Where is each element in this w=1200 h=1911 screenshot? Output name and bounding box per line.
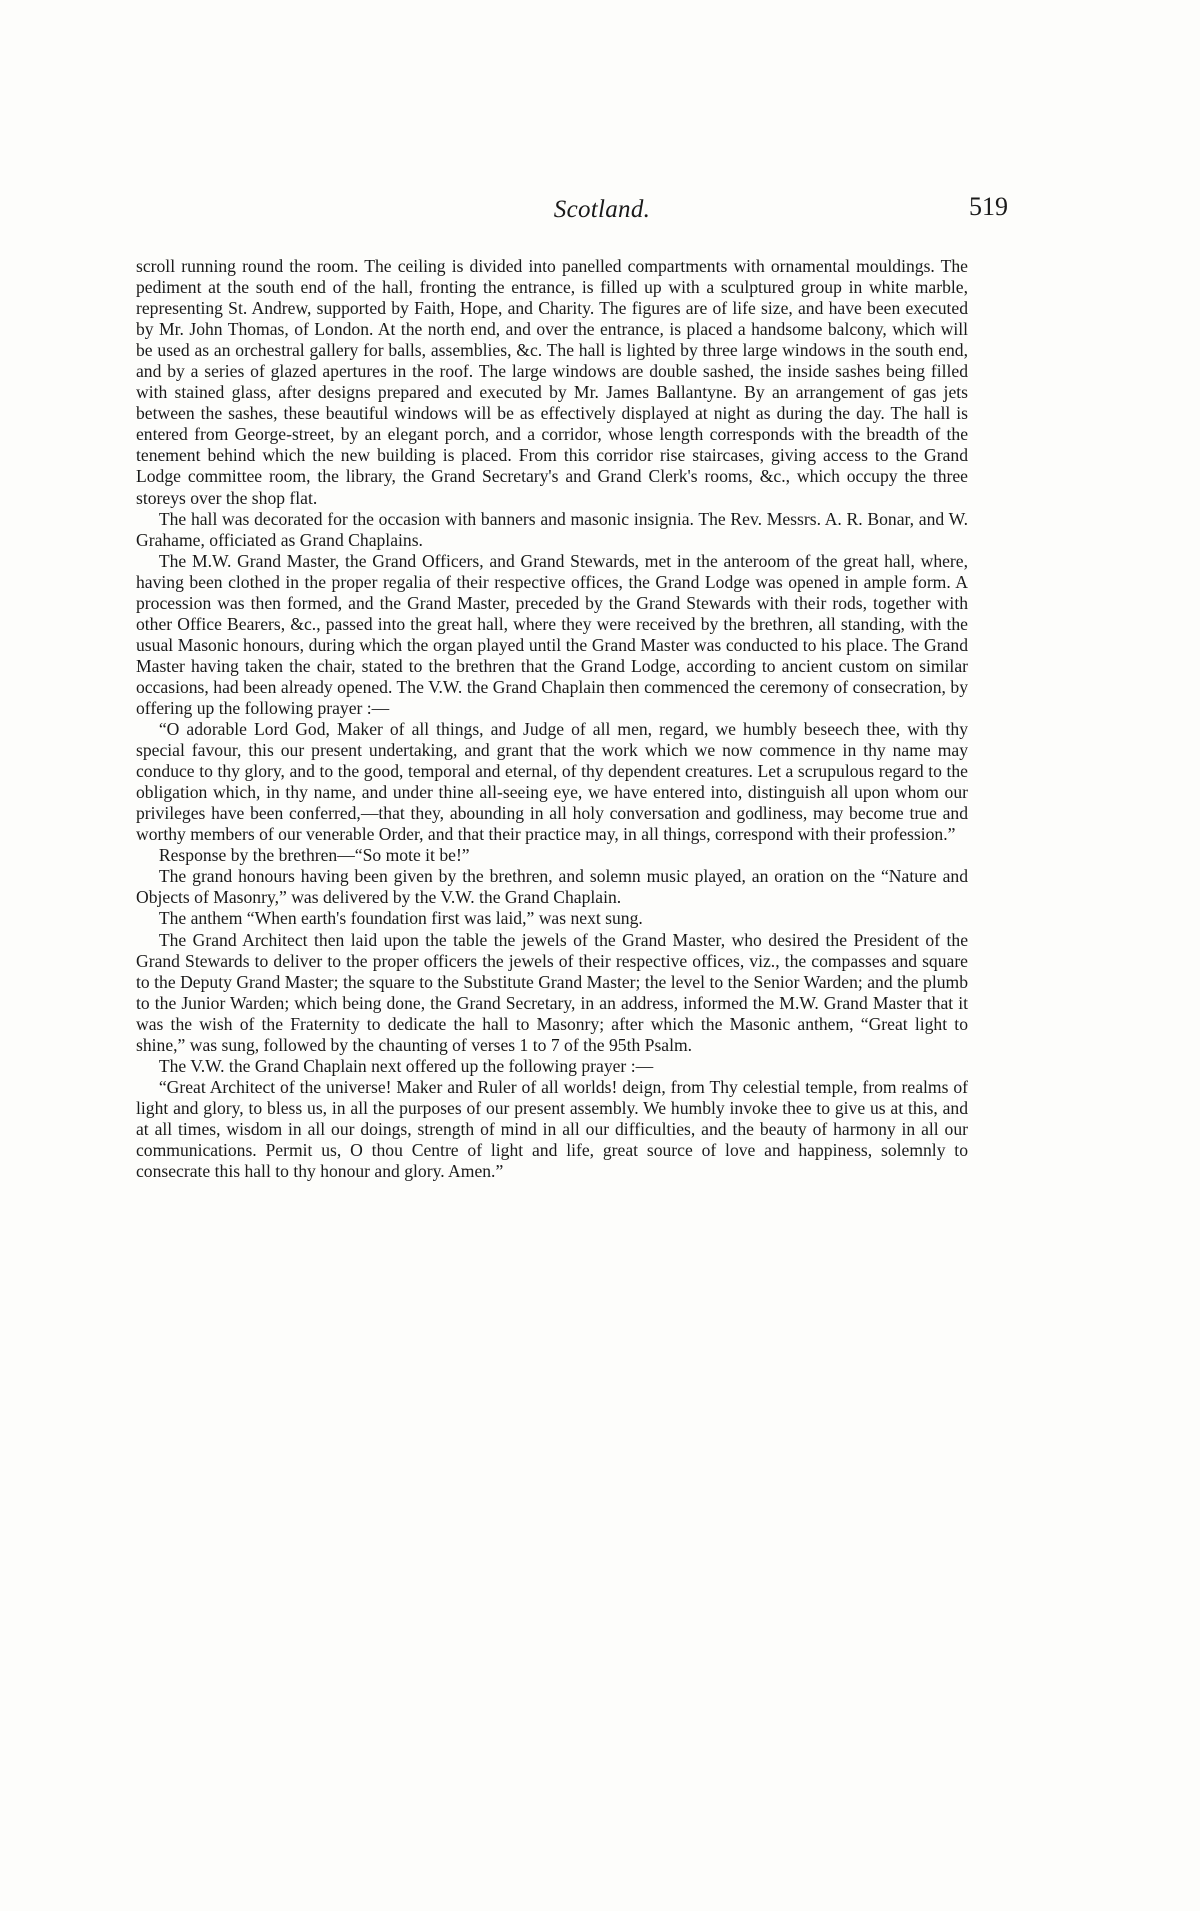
paragraph-oration: The grand honours having been given by the brethren, and solemn music played, an oration on the “Nature and Objects of Masonry,” was delivered by the V.W. the Grand Chaplain. — [136, 866, 968, 908]
paragraph-anthem: The anthem “When earth's foundation first was laid,” was next sung. — [158, 908, 643, 929]
paragraph-response: Response by the brethren—“So mote it be!” — [158, 845, 470, 866]
paragraph-first-prayer: “O adorable Lord God, Maker of all things, and Judge of all men, regard, we humbly beseech thee, with thy special favour, this our present undertaking, and grant that the work which we now commence in thy name may conduce to thy glory, and to the good, temporal and eternal, of thy dependent creatures. Let a scrupulous regard to the obligation which, in thy name, and under thine all-seeing eye, we have entered into, distinguish all upon whom our privileges have been conferred,—that they, abounding in all holy conversation and godliness, may become true and worthy members of our venerable Order, and that their practice may, in all things, correspond with their profession.” — [136, 719, 968, 845]
running-head: Scotland. — [553, 196, 651, 223]
body-text — [136, 256, 968, 1182]
paragraph-continued: scroll running round the room. The ceiling is divided into panelled compartments with ornamental mouldings. The pediment at the south end of the hall, fronting the entrance, is filled up with a sculptured group in white marble, representing St. Andrew, supported by Faith, Hope, and Charity. The figures are of life size, and have been executed by Mr. John Thomas, of London. At the north end, and over the entrance, is placed a handsome balcony, which will be used as an orchestral gallery for balls, assemblies, &c. The hall is lighted by three large windows in the south end, and by a series of glazed apertures in the roof. The large windows are double sashed, the inside sashes being filled with stained glass, after designs prepared and executed by Mr. James Ballantyne. By an arrangement of gas jets between the sashes, these beautiful windows will be as effectively displayed at night as during the day. The hall is entered from George-street, by an elegant porch, and a corridor, whose length corresponds with the breadth of the tenement behind which the new building is placed. From this corridor rise staircases, giving access to the Grand Lodge committee room, the library, the Grand Secretary's and Grand Clerk's rooms, &c., which occupy the three storeys over the shop flat. — [136, 256, 968, 508]
paragraph-second-prayer-intro: The V.W. the Grand Chaplain next offered up the following prayer :— — [158, 1055, 654, 1076]
paragraph-jewels: The Grand Architect then laid upon the table the jewels of the Grand Master, who desired the President of the Grand Stewards to deliver to the proper officers the jewels of their respective offices, viz., the compasses and square to the Deputy Grand Master; the square to the Substitute Grand Master; the level to the Senior Warden; and the plumb to the Junior Warden; which being done, the Grand Secretary, in an address, informed the M.W. Grand Master that it was the wish of the Fraternity to dedicate the hall to Masonry; after which the Masonic anthem, “Great light to shine,” was sung, followed by the chaunting of verses 1 to 7 of the 95th Psalm. — [136, 929, 968, 1055]
page-number: 519 — [969, 192, 1008, 221]
paragraph-second-prayer: “Great Architect of the universe! Maker and Ruler of all worlds! deign, from Thy celestial temple, from realms of light and glory, to bless us, in all the purposes of our present assembly. We humbly invoke thee to give us at this, and at all times, wisdom in all our doings, strength of mind in all our difficulties, and the beauty of harmony in all our communications. Permit us, O thou Centre of light and life, great source of love and happiness, solemnly to consecrate this hall to thy honour and glory. Amen.” — [136, 1076, 968, 1182]
paragraph-procession: The M.W. Grand Master, the Grand Officers, and Grand Stewards, met in the anteroom of the great hall, where, having been clothed in the proper regalia of their respective offices, the Grand Lodge was opened in ample form. A procession was then formed, and the Grand Master, preceded by the Grand Stewards with their rods, together with other Office Bearers, &c., passed into the great hall, where they were received by the brethren, all standing, with the usual Masonic honours, during which the organ played until the Grand Master was conducted to his place. The Grand Master having taken the chair, stated to the brethren that the Grand Lodge, according to ancient custom on similar occasions, had been already opened. The V.W. the Grand Chaplain then commenced the ceremony of consecration, by offering up the following prayer :— — [136, 550, 968, 718]
page-header — [136, 192, 1068, 236]
paragraph-decoration: The hall was decorated for the occasion with banners and masonic insignia. The Rev. Messrs. A. R. Bonar, and W. Grahame, officiated as Grand Chaplains. — [136, 508, 968, 550]
